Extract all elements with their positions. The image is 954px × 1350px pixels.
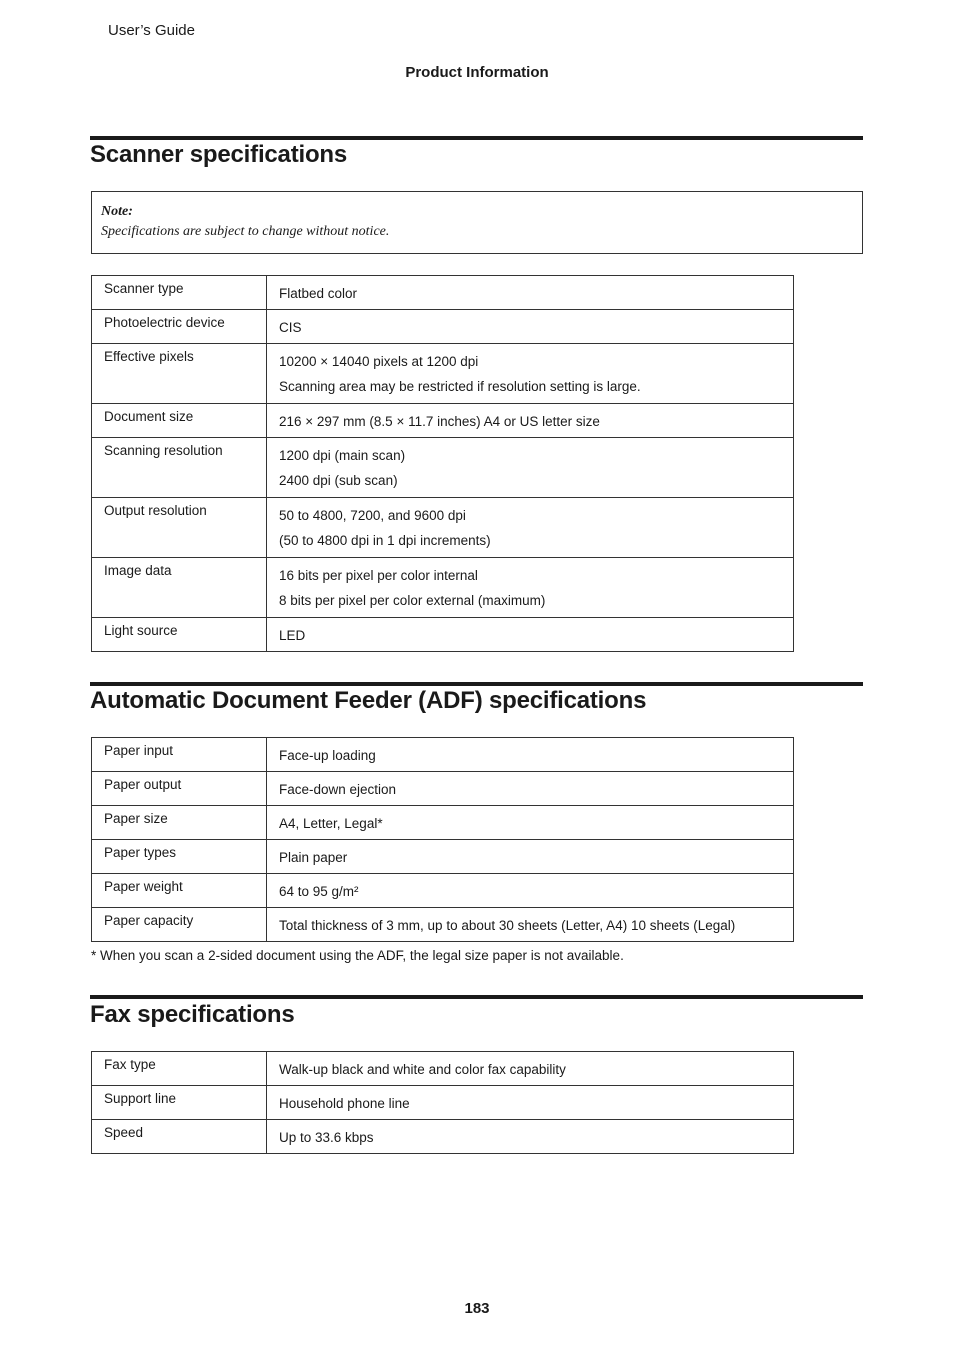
spec-value-line: 1200 dpi (main scan) (279, 448, 406, 463)
spec-row (92, 276, 794, 310)
spec-value-line: Face-up loading (279, 748, 376, 763)
spec-value-line: 64 to 95 g/m² (279, 884, 359, 899)
spec-label: Paper weight (92, 874, 267, 908)
spec-row (92, 498, 794, 558)
spec-value (267, 1052, 794, 1086)
spec-row (92, 404, 794, 438)
scanner-spec-table (91, 275, 794, 652)
spec-label: Fax type (92, 1052, 267, 1086)
spec-row (92, 558, 794, 618)
spec-label: Scanning resolution (92, 438, 267, 498)
spec-row (92, 1052, 794, 1086)
spec-row (92, 806, 794, 840)
spec-label: Light source (92, 618, 267, 652)
scanner-section-title: Scanner specifications (90, 141, 348, 168)
running-header-section: Product Information (405, 64, 549, 81)
note-text: Specifications are subject to change without notice. (101, 224, 390, 239)
spec-value-line: Household phone line (279, 1096, 410, 1111)
section-rule (90, 995, 863, 999)
spec-row (92, 1120, 794, 1154)
spec-value (267, 310, 794, 344)
spec-label: Speed (92, 1120, 267, 1154)
spec-value-line: 16 bits per pixel per color internal (279, 568, 478, 583)
running-header-guide: User’s Guide (108, 22, 195, 39)
spec-value-line: Plain paper (279, 850, 348, 865)
spec-row (92, 438, 794, 498)
spec-value (267, 874, 794, 908)
spec-value-line: Flatbed color (279, 286, 358, 301)
spec-label: Paper input (92, 738, 267, 772)
spec-label: Paper capacity (92, 908, 267, 942)
section-rule (90, 682, 863, 686)
spec-value (267, 738, 794, 772)
spec-row (92, 908, 794, 942)
spec-value (267, 840, 794, 874)
spec-row (92, 344, 794, 404)
spec-label: Support line (92, 1086, 267, 1120)
spec-label: Paper output (92, 772, 267, 806)
spec-row (92, 1086, 794, 1120)
adf-footnote: * When you scan a 2-sided document using the ADF, the legal size paper is not available. (91, 948, 624, 963)
spec-value (267, 438, 794, 498)
spec-row (92, 874, 794, 908)
spec-value-line: A4, Letter, Legal* (279, 816, 383, 831)
spec-value (267, 772, 794, 806)
spec-value-line: 2400 dpi (sub scan) (279, 473, 398, 488)
spec-label: Scanner type (92, 276, 267, 310)
spec-value (267, 404, 794, 438)
spec-value-line: LED (279, 628, 306, 643)
spec-value (267, 908, 794, 942)
spec-value-line: CIS (279, 320, 302, 335)
fax-section-title: Fax specifications (90, 1001, 295, 1028)
adf-section-title: Automatic Document Feeder (ADF) specifications (90, 687, 647, 714)
spec-value (267, 276, 794, 310)
spec-value (267, 806, 794, 840)
spec-label: Output resolution (92, 498, 267, 558)
spec-value-line: 8 bits per pixel per color external (maximum) (279, 593, 546, 608)
spec-label: Document size (92, 404, 267, 438)
spec-row (92, 772, 794, 806)
spec-value-line: 216 × 297 mm (8.5 × 11.7 inches) A4 or US letter size (279, 414, 600, 429)
spec-value (267, 558, 794, 618)
spec-value-line: Up to 33.6 kbps (279, 1130, 374, 1145)
spec-value-line: Walk-up black and white and color fax capability (279, 1062, 566, 1077)
spec-label: Photoelectric device (92, 310, 267, 344)
note-box (91, 191, 863, 254)
spec-value-line: Face-down ejection (279, 782, 397, 797)
spec-label: Paper size (92, 806, 267, 840)
spec-row (92, 618, 794, 652)
adf-spec-table (91, 737, 794, 942)
section-rule (90, 136, 863, 140)
spec-label: Effective pixels (92, 344, 267, 404)
note-label: Note: (101, 204, 133, 219)
fax-spec-table (91, 1051, 794, 1154)
spec-value (267, 1120, 794, 1154)
spec-value-line: 50 to 4800, 7200, and 9600 dpi (279, 508, 466, 523)
spec-label: Paper types (92, 840, 267, 874)
spec-value (267, 344, 794, 404)
page-number: 183 (464, 1300, 490, 1317)
spec-label: Image data (92, 558, 267, 618)
spec-value (267, 618, 794, 652)
spec-value-line: 10200 × 14040 pixels at 1200 dpi (279, 354, 479, 369)
spec-value (267, 498, 794, 558)
spec-row (92, 738, 794, 772)
spec-value-line: Scanning area may be restricted if resolution setting is large. (279, 379, 641, 394)
spec-value-line: Total thickness of 3 mm, up to about 30 sheets (Letter, A4) 10 sheets (Legal) (279, 918, 736, 933)
spec-row (92, 840, 794, 874)
spec-row (92, 310, 794, 344)
spec-value (267, 1086, 794, 1120)
spec-value-line: (50 to 4800 dpi in 1 dpi increments) (279, 533, 491, 548)
